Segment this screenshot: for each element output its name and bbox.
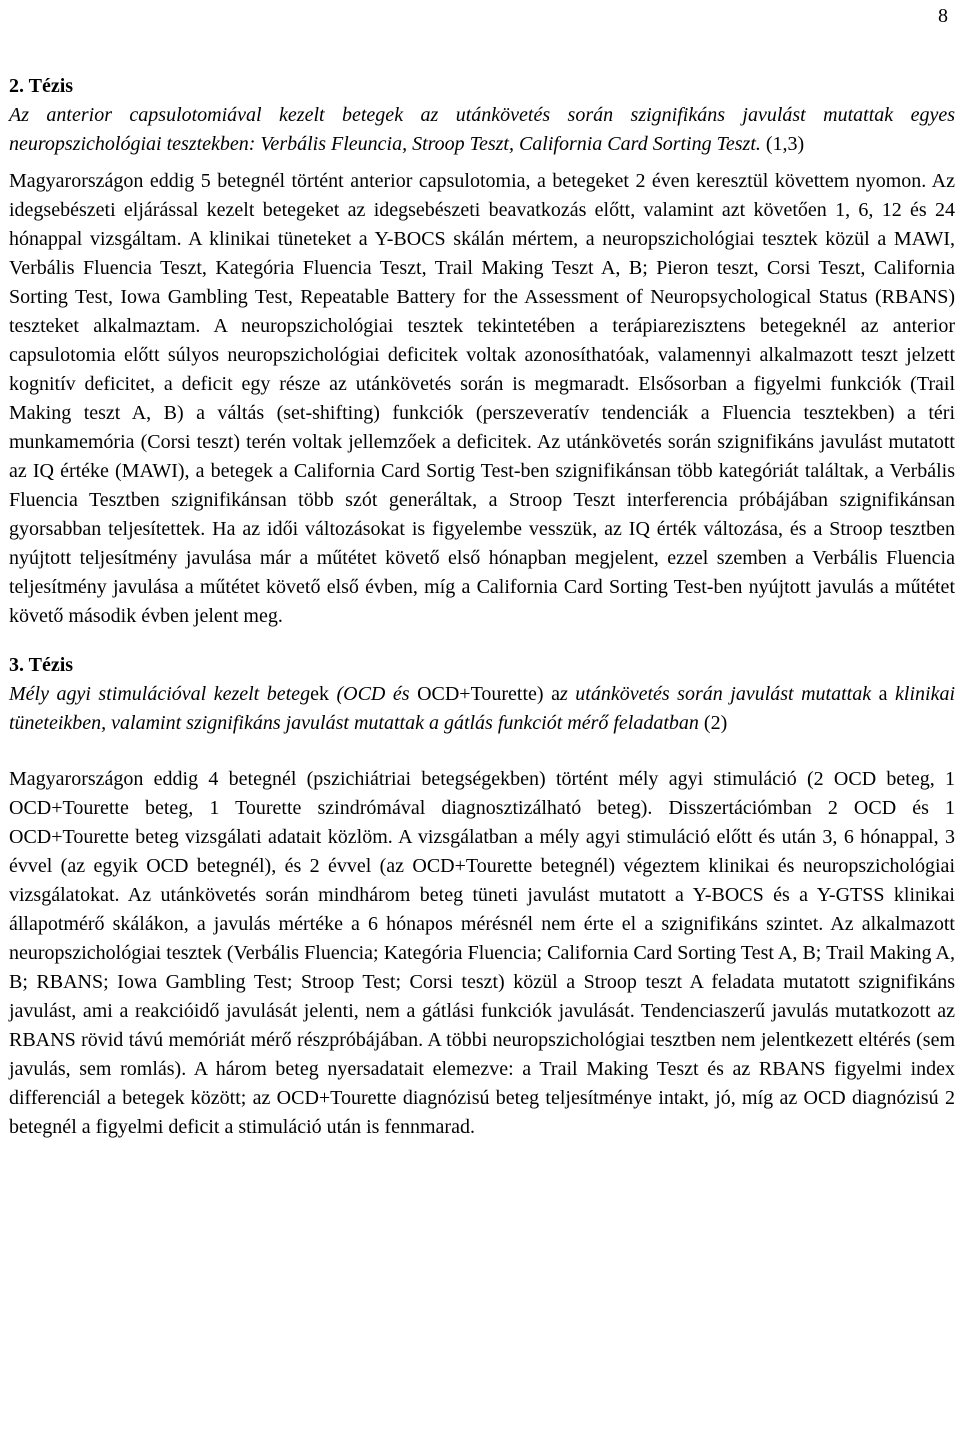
thesis-3-statement-part: Mély agyi stimulációval kezelt beteg (9, 683, 311, 705)
thesis-3-statement-part: z utánkövetés során javulást mutattak (559, 683, 872, 705)
thesis-3-section (9, 651, 955, 1142)
page-number: 8 (938, 5, 948, 27)
thesis-3-statement-part: ek (310, 683, 337, 705)
thesis-2-heading: 2. Tézis (9, 75, 74, 97)
thesis-3-statement-part: a (871, 683, 896, 705)
thesis-2-section (9, 72, 955, 631)
document-body (9, 72, 955, 1142)
thesis-3-body: Magyarországon eddig 4 betegnél (pszichiátriai betegségekben) történt mély agyi stimuláció (2 OCD beteg, 1 OCD+Tourette beteg, 1 Tourette szindrómával diagnosztizálható beteg). Disszertációmban 2 OCD és 1 OCD+Tourette beteg vizsgálati adatait közlöm. A vizsgálatban a mély agyi stimuláció előtt és után 3, 6 hónappal, 3 évvel (az egyik OCD betegnél), és 2 évvel (az OCD+Tourette betegnél) végeztem klinikai és neuropszichológiai vizsgálatokat. Az utánkövetés során mindhárom beteg tüneti javulást mutatott a Y-BOCS és a Y-GTSS klinikai állapotmérő skálákon, a javulás mértéke a 6 hónapos mérésnél nem érte el a szignifikáns szintet. Az alkalmazott neuropszichológiai tesztek (Verbális Fluencia; Kategória Fluencia; California Card Sorting Test A, B; Trail Making A, B; RBANS; Iowa Gambling Test; Stroop Test; Corsi teszt) közül a Stroop teszt A feladata mutatott szignifikáns javulást, ami a reakcióidő javulását jelenti, nem a gátlási funkciók javulását. Tendenciaszerű javulás mutatkozott az RBANS rövid távú memóriát mérő részpróbájában. A többi neuropszichológiai tesztben nem jelentkezett eltérés (sem javulás, sem romlás). A három beteg nyersadatait elemezve: a Trail Making Teszt és az RBANS figyelmi index differenciál a betegek között; az OCD+Tourette diagnózisú beteg teljesítménye intakt, jó, míg az OCD diagnózisú 2 betegnél a figyelmi deficit a stimuláció után is fennmarad. (9, 768, 955, 1138)
thesis-3-statement (9, 680, 955, 738)
thesis-3-statement-part: klinikai tüneteikben, valamint szignifikáns javulást mutattak a gátlás funkciót mérő feladatban (9, 683, 955, 734)
thesis-3-statement-part: (2) (698, 712, 728, 734)
thesis-3-statement-part: (OCD és (336, 683, 418, 705)
thesis-2-statement (9, 101, 955, 159)
thesis-2-body: Magyarországon eddig 5 betegnél történt anterior capsulotomia, a betegeket 2 éven keresztül követtem nyomon. Az idegsebészeti eljárással kezelt betegeket az idegsebészeti beavatkozás előtt, valamint azt követően 1, 6, 12 és 24 hónappal vizsgáltam. A klinikai tüneteket a Y-BOCS skálán mértem, a neuropszichológiai tesztek közül a MAWI, Verbális Fluencia Teszt, Kategória Fluencia Teszt, Trail Making Teszt A, B; Pieron teszt, Corsi Teszt, California Sorting Test, Iowa Gambling Test, Repeatable Battery for the Assessment of Neuropsychological Status (RBANS) teszteket alkalmaztam. A neuropszichológiai tesztek tekintetében a terápiarezisztens betegeknél az anterior capsulotomia előtt súlyos neuropszichológiai deficitek voltak azonosíthatóak, valamennyi alkalmazott teszt jelzett kognitív deficitet, a deficit egy része az utánkövetés során is megmaradt. Elsősorban a figyelmi funkciók (Trail Making teszt A, B) a váltás (set-shifting) funkciók (perszeveratív tendenciák a Fluencia tesztekben) a téri munkamemória (Corsi teszt) terén voltak jellemzőek a deficitek. Az utánkövetés során szignifikáns javulást mutatott az IQ értéke (MAWI), a betegek a California Card Sortig Test-ben szignifikánsan több kategóriát találtak, a Verbális Fluencia Tesztben szignifikánsan több szót generáltak, a Stroop Teszt interferencia próbájában szignifikánsan gyorsabban teljesítettek. Ha az idői változásokat is figyelembe vesszük, az IQ érték változása, és a Stroop tesztben nyújtott teljesítmény javulása már a műtétet követő első hónapban megjelent, ezzel szemben a Verbális Fluencia teljesítmény javulása a műtétet követő első évben, míg a California Card Sorting Test-ben nyújtott javulás a műtétet követő második évben jelent meg. (9, 170, 955, 627)
thesis-3-heading: 3. Tézis (9, 654, 74, 676)
thesis-2-statement-text: Az anterior capsulotomiával kezelt betegek az utánkövetés során szignifikáns javulást mutattak egyes neuropszichológiai tesztekben: Verbális Fleuncia, Stroop Teszt, California Card Sorting Teszt. (9, 104, 955, 155)
thesis-3-statement-part: OCD+Tourette) a (417, 683, 560, 705)
thesis-2-statement-ref: (1,3) (760, 133, 805, 155)
